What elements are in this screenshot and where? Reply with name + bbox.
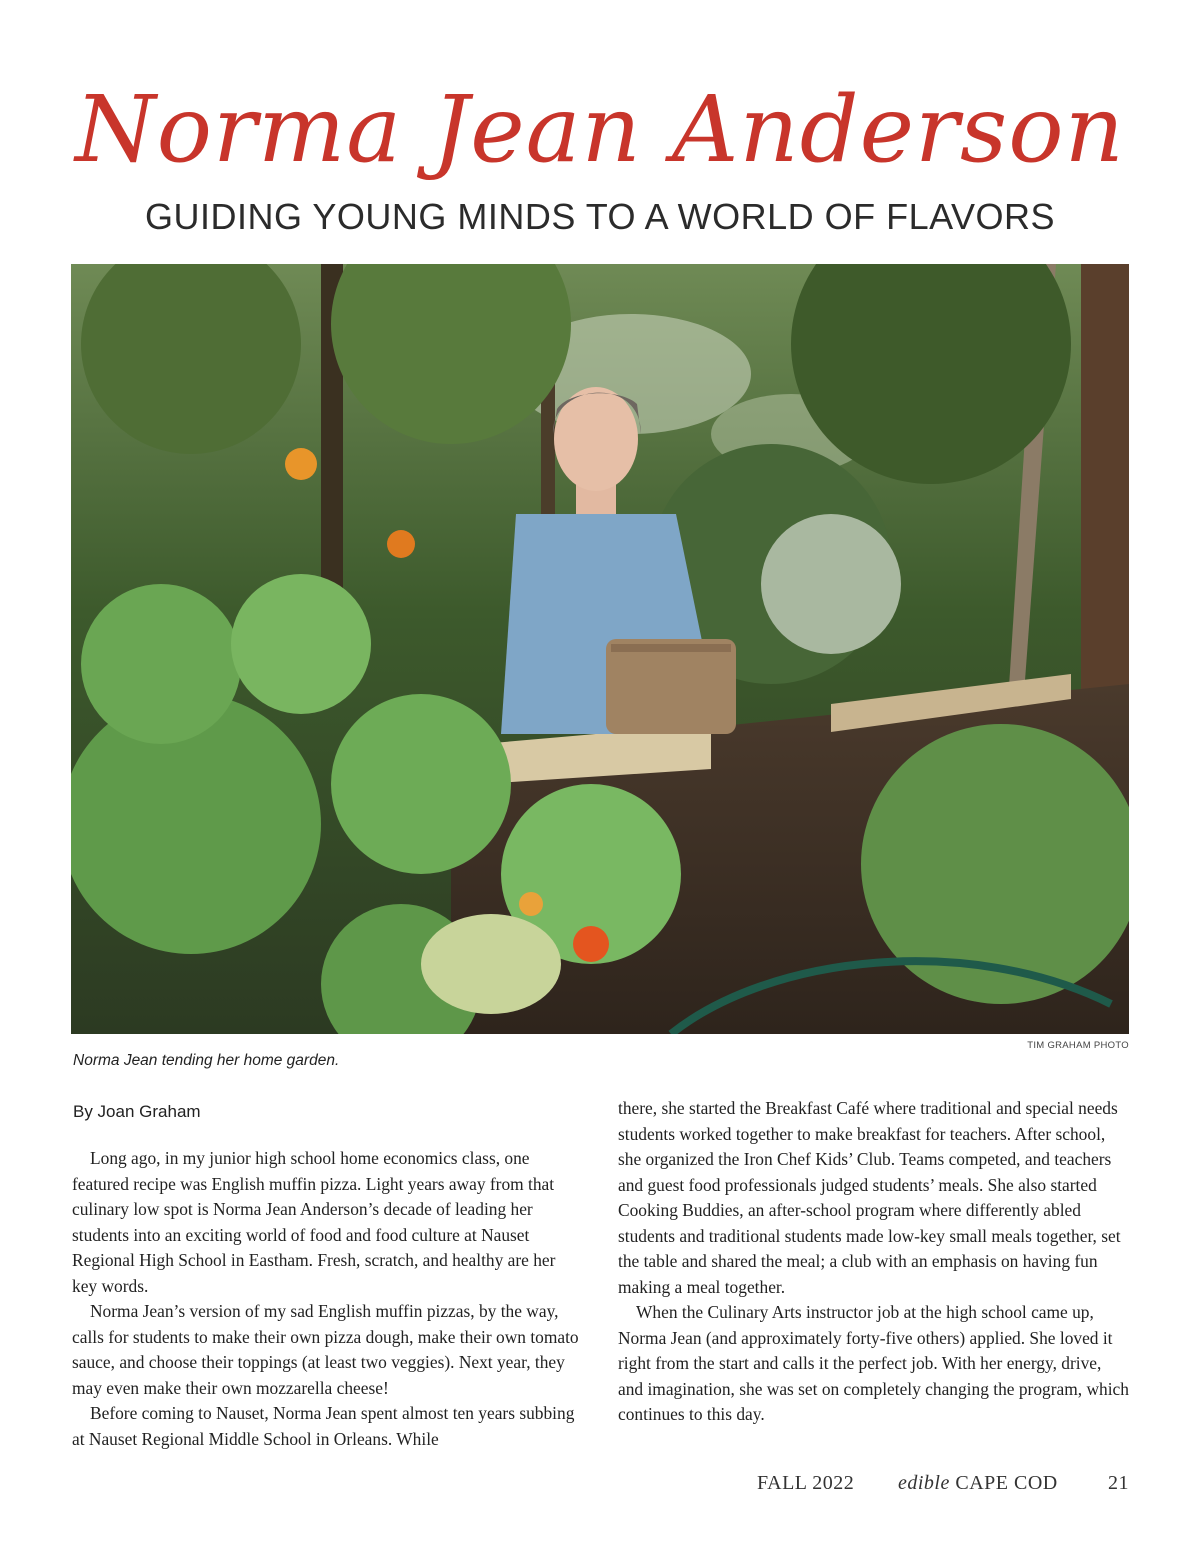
paragraph: there, she started the Breakfast Café where traditional and special needs students worked together to make breakfast for teachers. After school, she organized the Iron Chef Kids’ Club. Teams competed, and teachers and guest food professionals judged students’ meals. She also started Cooking Buddies, an after-school program where differently abled students and traditional students made low-key small meals together, set the table and shared the meal; a club with an emphasis on having fun making a meal together. — [618, 1098, 1121, 1297]
article-column-2 — [618, 1096, 1130, 1428]
article-title: Norma Jean Anderson — [75, 76, 1125, 183]
publication-italic: edible — [898, 1472, 950, 1494]
photo-caption: Norma Jean tending her home garden. — [73, 1052, 340, 1069]
photo-credit: TIM GRAHAM PHOTO — [1027, 1040, 1129, 1051]
paragraph: When the Culinary Arts instructor job at the high school came up, Norma Jean (and approximately forty-five others) applied. She loved it right from the start and calls it the perfect job. With her energy, drive, and imagination, she was set on completely changing the program, which continues to this day. — [618, 1302, 1129, 1424]
footer-issue: FALL 2022 — [757, 1472, 855, 1494]
paragraph: Norma Jean’s version of my sad English muffin pizzas, by the way, calls for students to make their own pizza dough, make their own tomato sauce, and choose their toppings (at least two veggies). Next year, they may even make their own mozzarella cheese! — [72, 1301, 579, 1398]
paragraph: Before coming to Nauset, Norma Jean spent almost ten years subbing at Nauset Regional Middle School in Orleans. While — [72, 1403, 575, 1449]
garden-photo — [71, 264, 1129, 1034]
article-column-1 — [72, 1146, 584, 1452]
byline: By Joan Graham — [73, 1102, 201, 1121]
paragraph: Long ago, in my junior high school home economics class, one featured recipe was English muffin pizza. Light years away from that culinary low spot is Norma Jean Anderson’s decade of leading her students into an exciting world of food and food culture at Nauset Regional High School in Eastham. Fresh, scratch, and healthy are her key words. — [72, 1148, 556, 1296]
publication-name: CAPE COD — [949, 1472, 1058, 1494]
footer-publication — [898, 1472, 1058, 1495]
page-number: 21 — [1108, 1472, 1129, 1494]
article-subtitle: GUIDING YOUNG MINDS TO A WORLD OF FLAVORS — [145, 196, 1055, 237]
